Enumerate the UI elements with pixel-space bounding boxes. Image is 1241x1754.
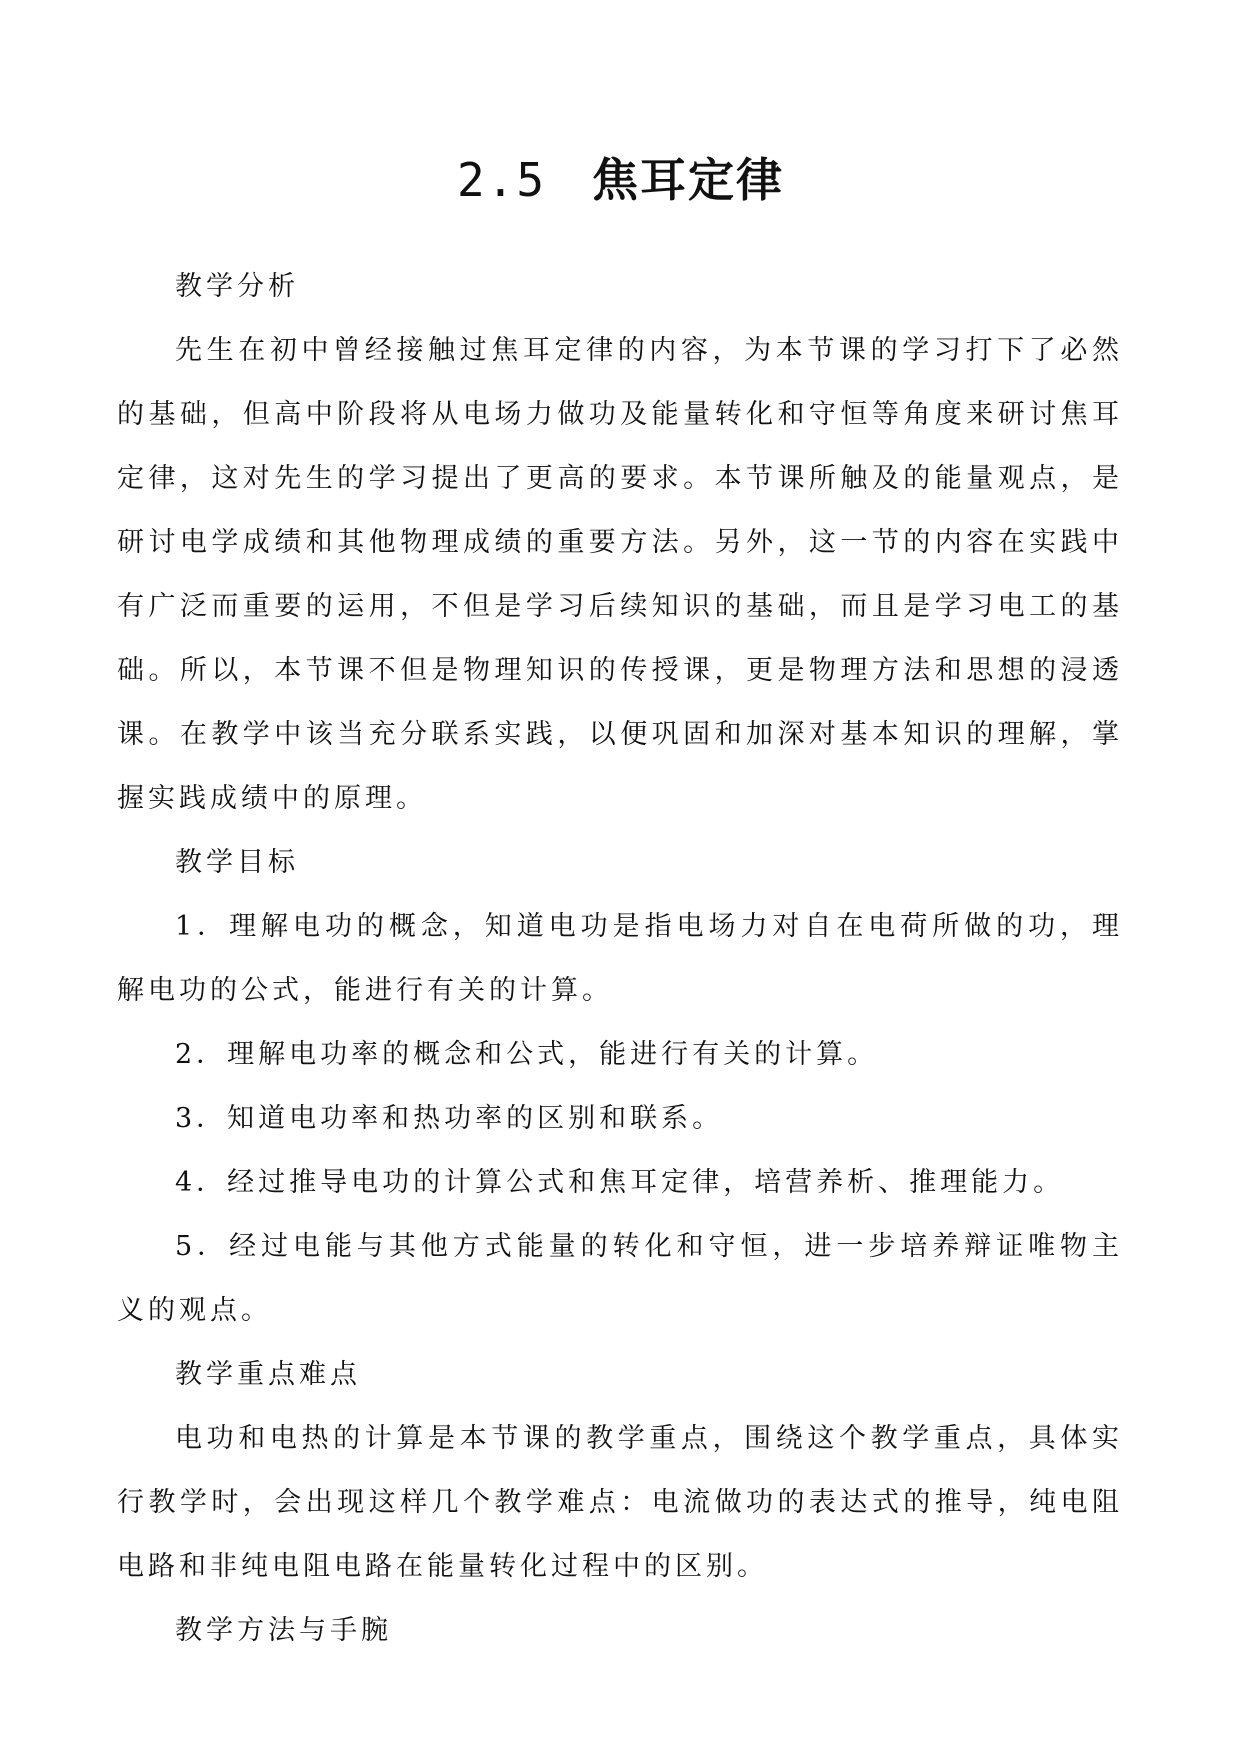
document-body <box>117 255 1123 1663</box>
title-number: 2.5 <box>456 153 547 207</box>
page-title <box>0 150 1241 210</box>
section-heading-analysis: 教学分析 <box>175 271 299 302</box>
objective-item-3: 3．知道电功率和热功率的区别和联系。 <box>175 1103 724 1134</box>
paragraph-key-points: 电功和电热的计算是本节课的教学重点，围绕这个教学重点，具体实行教学时，会出现这样几个教学难点：电流做功的表达式的推导，纯电阻电路和非纯电阻电路在能量转化过程中的区别。 <box>117 1423 1123 1582</box>
objective-item-1: 1．理解电功的概念，知道电功是指电场力对自在电荷所做的功，理解电功的公式，能进行有关的计算。 <box>117 911 1123 1006</box>
objective-item-5: 5．经过电能与其他方式能量的转化和守恒，进一步培养辩证唯物主义的观点。 <box>117 1231 1123 1326</box>
section-heading-methods: 教学方法与手腕 <box>175 1615 392 1646</box>
section-heading-objectives: 教学目标 <box>175 847 299 878</box>
objective-item-2: 2．理解电功率的概念和公式，能进行有关的计算。 <box>175 1039 879 1070</box>
objective-item-4: 4．经过推导电功的计算公式和焦耳定律，培营养析、推理能力。 <box>175 1167 1065 1198</box>
paragraph-analysis: 先生在初中曾经接触过焦耳定律的内容，为本节课的学习打下了必然的基础，但高中阶段将从电场力做功及能量转化和守恒等角度来研讨焦耳定律，这对先生的学习提出了更高的要求。本节课所触及的能量观点，是研讨电学成绩和其他物理成绩的重要方法。另外，这一节的内容在实践中有广泛而重要的运用，不但是学习后续知识的基础，而且是学习电工的基础。所以，本节课不但是物理知识的传授课，更是物理方法和思想的浸透课。在教学中该当充分联系实践，以便巩固和加深对基本知识的理解，掌握实践成绩中的原理。 <box>117 335 1123 814</box>
section-heading-key-points: 教学重点难点 <box>175 1359 361 1390</box>
title-text: 焦耳定律 <box>592 153 785 207</box>
